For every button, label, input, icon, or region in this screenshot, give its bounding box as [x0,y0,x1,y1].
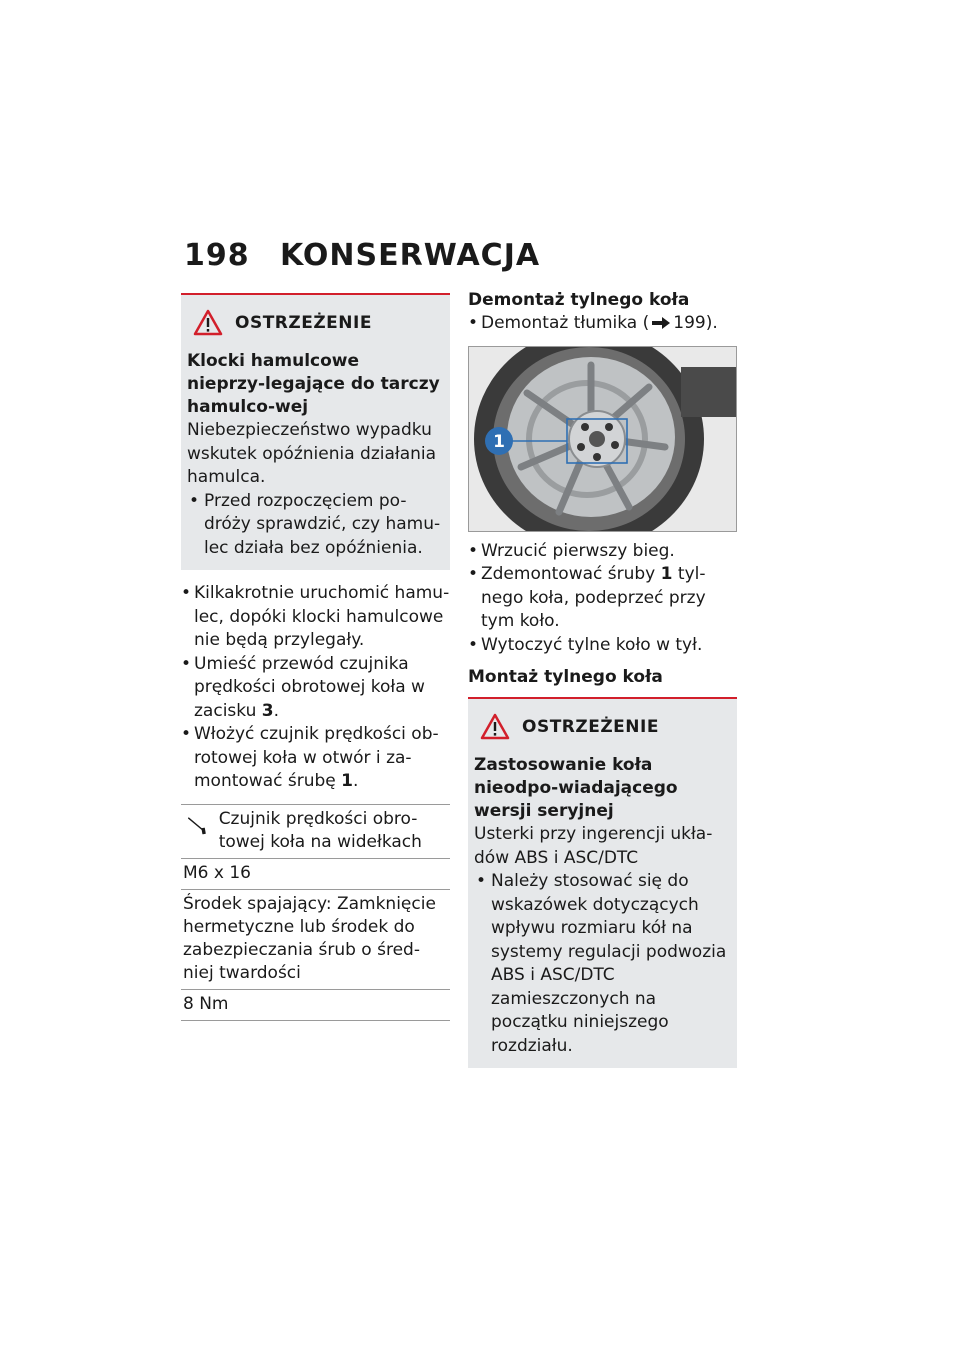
section-title-removal: Demontaż tylnego koła [468,290,690,310]
torque-wrench-icon [187,808,209,842]
page-number: 198 [184,238,250,273]
list-item: • Przed rozpoczęciem po-dróży sprawdzić, czy hamu-lec działa bez opóźnienia. [187,490,442,561]
warning-header [480,713,729,740]
warning-bullets [474,870,729,1058]
photo-callout-label: 1 [493,431,505,452]
arrow-ref-icon [652,317,670,329]
warning-header [193,309,442,336]
spec-agent: Środek spajający: Zamknięcie hermetyczne lub środek do zabezpieczania śrub o śred-niej twardości [181,890,450,990]
warning-text: Niebezpieczeństwo wypadku wskutek opóźnienia działania hamulca. [187,420,437,487]
torque-spec-table [181,804,450,1021]
step-text: Demontaż tłumika ( [481,313,650,333]
page-ref: 199). [673,313,718,333]
removal-intro [468,312,737,336]
spec-torque: 8 Nm [181,990,450,1021]
procedure-steps [181,582,450,794]
list-item: • Umieść przewód czujnika prędkości obrotowej koła w zacisku 3. [181,653,450,724]
warning-title: OSTRZEŻENIE [235,312,372,333]
rear-wheel-illustration [469,347,736,531]
step-text: Włożyć czujnik prędkości ob-rotowej koła w otwór i za-montować śrubę [194,724,439,791]
removal-steps [468,540,737,658]
warning-box-wheel [468,697,737,1068]
warning-box-brakes [181,293,450,570]
rear-wheel-photo [468,346,737,532]
list-item: • Należy stosować się do wskazówek dotyczących wpływu rozmiaru kół na systemy regulacji podwozia ABS i ASC/DTC zamieszczonych na początku niniejszego rozdziału. [474,870,729,1058]
list-item: • Włożyć czujnik prędkości ob-rotowej koła w otwór i za-montować śrubę 1. [181,723,450,794]
spec-title-row [181,805,450,859]
list-item [468,312,737,336]
spec-title: Czujnik prędkości obro-towej koła na widełkach [218,808,422,852]
step-text: Umieść przewód czujnika prędkości obrotowej koła w zacisku [194,653,425,721]
list-item: • Kilkakrotnie uruchomić hamu-lec, dopóki klocki hamulcowe nie będą przylegały. [181,582,450,653]
list-item: • Wrzucić pierwszy bieg. [468,540,737,564]
right-column [468,288,737,1068]
section-title-install: Montaż tylnego koła [468,667,663,687]
list-item: • Wytoczyć tylne koło w tył. [468,634,737,658]
item-ref: 1 [660,564,673,584]
step-text: Zdemontować śruby [481,564,661,584]
warning-triangle-icon [193,309,223,336]
warning-title: OSTRZEŻENIE [522,716,659,737]
list-item [468,563,737,634]
warning-triangle-icon [480,713,510,740]
item-ref: 1 [341,771,353,791]
step-text: tyl-nego koła, podeprzeć przy tym koło. [481,564,706,631]
spec-size: M6 x 16 [181,859,450,890]
chapter-title: KONSERWACJA [280,238,541,273]
warning-heading: Zastosowanie koła nieodpo-wiadającego wersji seryjnej [474,755,678,821]
left-column [181,293,450,1021]
warning-text: Usterki przy ingerencji ukła-dów ABS i ASC/DTC [474,824,713,868]
item-ref: 3 [261,700,274,721]
page-header [184,238,540,273]
warning-heading: Klocki hamulcowe nieprzy-legające do tarczy hamulco-wej [187,351,440,417]
warning-bullets [187,490,442,561]
